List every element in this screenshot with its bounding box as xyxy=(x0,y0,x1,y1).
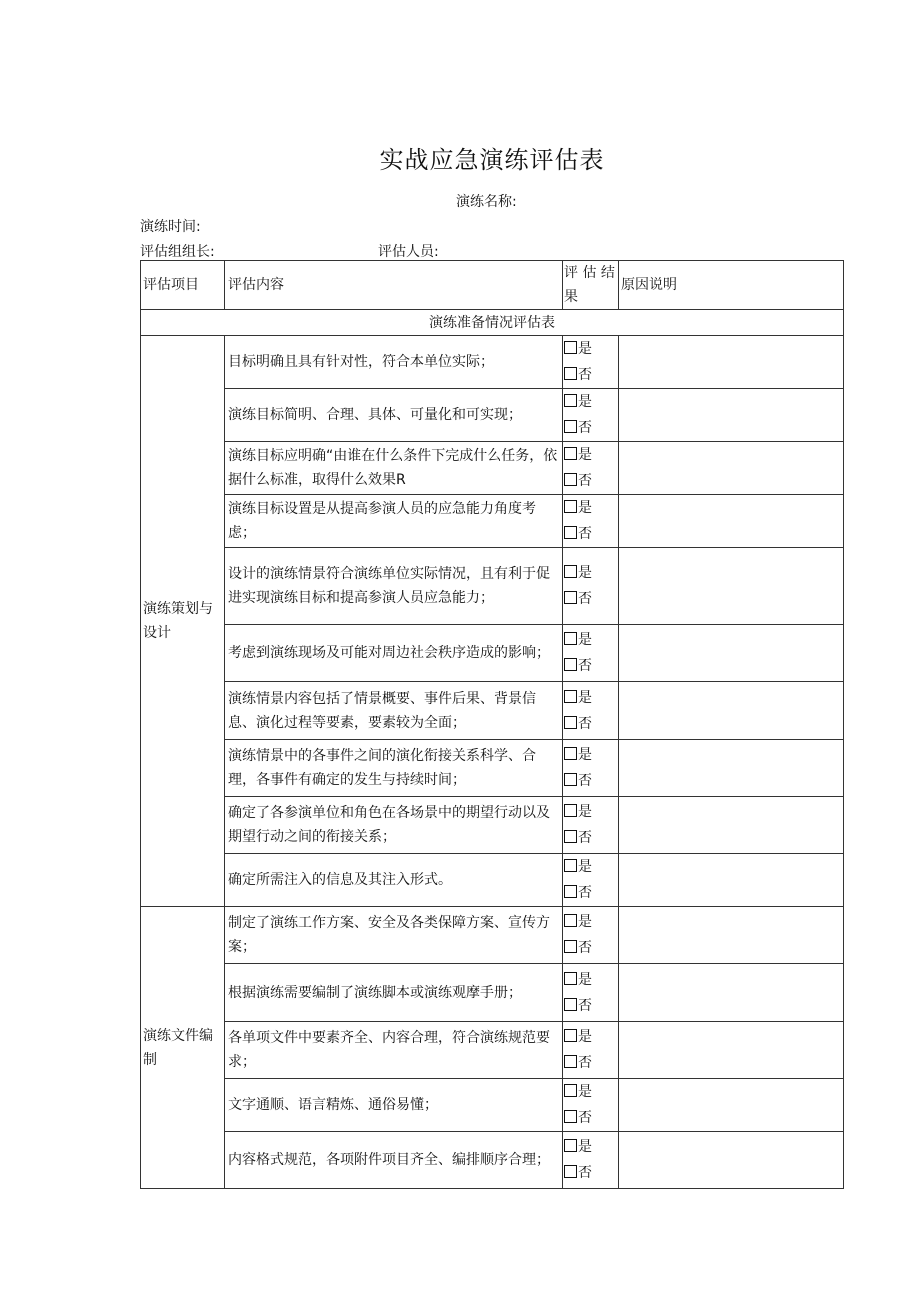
yes-checkbox[interactable] xyxy=(564,341,577,354)
table-row xyxy=(141,907,844,964)
table-row xyxy=(141,389,844,442)
reason-cell[interactable] xyxy=(619,964,844,1022)
yes-label: 是 xyxy=(578,1029,592,1045)
no-label: 否 xyxy=(578,367,592,383)
table-header-row xyxy=(141,261,844,310)
no-label: 否 xyxy=(578,526,592,542)
yes-label: 是 xyxy=(578,804,592,820)
no-checkbox[interactable] xyxy=(564,473,577,486)
yes-label: 是 xyxy=(578,447,592,463)
evaluation-content: 设计的演练情景符合演练单位实际情况，且有利于促进实现演练目标和提高参演人员应急能力； xyxy=(225,548,563,625)
evaluation-content: 各单项文件中要素齐全、内容合理，符合演练规范要求； xyxy=(225,1022,563,1079)
assessors-field: 评估人员: xyxy=(378,244,439,260)
yes-label: 是 xyxy=(578,500,592,516)
evaluation-content: 考虑到演练现场及可能对周边社会秩序造成的影响； xyxy=(225,625,563,682)
yes-checkbox[interactable] xyxy=(564,690,577,703)
table-row xyxy=(141,625,844,682)
header-reason: 原因说明 xyxy=(619,261,844,310)
result-cell xyxy=(563,389,619,442)
evaluation-content: 制定了演练工作方案、安全及各类保障方案、宣传方案； xyxy=(225,907,563,964)
no-checkbox[interactable] xyxy=(564,1110,577,1123)
yes-label: 是 xyxy=(578,565,592,581)
result-cell xyxy=(563,442,619,495)
yes-checkbox[interactable] xyxy=(564,859,577,872)
drill-time-field: 演练时间: xyxy=(140,219,201,235)
reason-cell[interactable] xyxy=(619,1132,844,1189)
yes-checkbox[interactable] xyxy=(564,1084,577,1097)
evaluation-content: 目标明确且具有针对性，符合本单位实际； xyxy=(225,336,563,389)
yes-checkbox[interactable] xyxy=(564,632,577,645)
header-content: 评估内容 xyxy=(225,261,563,310)
no-checkbox[interactable] xyxy=(564,940,577,953)
result-cell xyxy=(563,740,619,797)
table-row xyxy=(141,1022,844,1079)
result-cell xyxy=(563,625,619,682)
evaluation-table xyxy=(140,260,844,1189)
evaluation-content: 确定了各参演单位和角色在各场景中的期望行动以及期望行动之间的衔接关系； xyxy=(225,797,563,854)
yes-checkbox[interactable] xyxy=(564,747,577,760)
leader-field: 评估组组长: xyxy=(140,244,215,260)
no-checkbox[interactable] xyxy=(564,1165,577,1178)
reason-cell[interactable] xyxy=(619,336,844,389)
reason-cell[interactable] xyxy=(619,740,844,797)
reason-cell[interactable] xyxy=(619,625,844,682)
yes-label: 是 xyxy=(578,914,592,930)
no-label: 否 xyxy=(578,420,592,436)
result-cell xyxy=(563,495,619,548)
no-label: 否 xyxy=(578,1165,592,1181)
reason-cell[interactable] xyxy=(619,495,844,548)
result-cell xyxy=(563,854,619,907)
yes-label: 是 xyxy=(578,394,592,410)
no-label: 否 xyxy=(578,591,592,607)
no-checkbox[interactable] xyxy=(564,420,577,433)
yes-checkbox[interactable] xyxy=(564,914,577,927)
table-row xyxy=(141,740,844,797)
no-label: 否 xyxy=(578,940,592,956)
evaluation-content: 文字通顺、语言精炼、通俗易懂； xyxy=(225,1079,563,1132)
no-checkbox[interactable] xyxy=(564,998,577,1011)
result-cell xyxy=(563,907,619,964)
no-label: 否 xyxy=(578,773,592,789)
reason-cell[interactable] xyxy=(619,389,844,442)
no-label: 否 xyxy=(578,885,592,901)
result-cell xyxy=(563,964,619,1022)
yes-checkbox[interactable] xyxy=(564,804,577,817)
reason-cell[interactable] xyxy=(619,907,844,964)
table-row xyxy=(141,797,844,854)
table-row xyxy=(141,495,844,548)
no-checkbox[interactable] xyxy=(564,885,577,898)
evaluation-content: 演练情景内容包括了情景概要、事件后果、背景信息、演化过程等要素，要素较为全面； xyxy=(225,682,563,740)
yes-checkbox[interactable] xyxy=(564,447,577,460)
evaluation-item: 演练策划与设计 xyxy=(141,336,225,907)
reason-cell[interactable] xyxy=(619,442,844,495)
reason-cell[interactable] xyxy=(619,1022,844,1079)
no-label: 否 xyxy=(578,1055,592,1071)
no-checkbox[interactable] xyxy=(564,526,577,539)
yes-checkbox[interactable] xyxy=(564,972,577,985)
yes-checkbox[interactable] xyxy=(564,394,577,407)
evaluation-content: 内容格式规范，各项附件项目齐全、编排顺序合理； xyxy=(225,1132,563,1189)
yes-checkbox[interactable] xyxy=(564,565,577,578)
yes-label: 是 xyxy=(578,1139,592,1155)
table-row xyxy=(141,336,844,389)
result-cell xyxy=(563,1022,619,1079)
evaluation-content: 演练目标简明、合理、具体、可量化和可实现； xyxy=(225,389,563,442)
no-label: 否 xyxy=(578,715,592,732)
yes-label: 是 xyxy=(578,632,592,648)
result-cell xyxy=(563,1132,619,1189)
reason-cell[interactable] xyxy=(619,682,844,740)
table-row xyxy=(141,1132,844,1189)
yes-checkbox[interactable] xyxy=(564,1139,577,1152)
result-cell xyxy=(563,336,619,389)
evaluation-item: 演练文件编制 xyxy=(141,907,225,1189)
no-checkbox[interactable] xyxy=(564,658,577,671)
header-result: 评 估 结 果 xyxy=(563,261,619,310)
table-row xyxy=(141,548,844,625)
result-cell xyxy=(563,1079,619,1132)
yes-label: 是 xyxy=(578,689,592,706)
yes-checkbox[interactable] xyxy=(564,500,577,513)
reason-cell[interactable] xyxy=(619,797,844,854)
yes-label: 是 xyxy=(578,859,592,875)
evaluation-content: 确定所需注入的信息及其注入形式。 xyxy=(225,854,563,907)
no-checkbox[interactable] xyxy=(564,773,577,786)
no-checkbox[interactable] xyxy=(564,716,577,729)
table-row xyxy=(141,442,844,495)
yes-label: 是 xyxy=(578,341,592,357)
yes-label: 是 xyxy=(578,1084,592,1100)
result-cell xyxy=(563,797,619,854)
table-row xyxy=(141,964,844,1022)
no-label: 否 xyxy=(578,830,592,846)
table-row xyxy=(141,1079,844,1132)
page-title: 实战应急演练评估表 xyxy=(379,146,605,174)
result-cell xyxy=(563,682,619,740)
reason-cell[interactable] xyxy=(619,548,844,625)
no-label: 否 xyxy=(578,997,592,1014)
no-checkbox[interactable] xyxy=(564,1055,577,1068)
no-label: 否 xyxy=(578,658,592,674)
yes-label: 是 xyxy=(578,747,592,763)
section-title: 演练准备情况评估表 xyxy=(141,310,844,336)
no-checkbox[interactable] xyxy=(564,591,577,604)
no-label: 否 xyxy=(578,473,592,489)
drill-name-field: 演练名称: xyxy=(456,194,517,210)
yes-label: 是 xyxy=(578,971,592,988)
no-checkbox[interactable] xyxy=(564,830,577,843)
evaluation-content: 根据演练需要编制了演练脚本或演练观摩手册； xyxy=(225,964,563,1022)
yes-checkbox[interactable] xyxy=(564,1029,577,1042)
reason-cell[interactable] xyxy=(619,1079,844,1132)
evaluation-content: 演练目标应明确“由谁在什么条件下完成什么任务，依据什么标准，取得什么效果R xyxy=(225,442,563,495)
no-label: 否 xyxy=(578,1110,592,1126)
header-item: 评估项目 xyxy=(141,261,225,310)
result-cell xyxy=(563,548,619,625)
reason-cell[interactable] xyxy=(619,854,844,907)
evaluation-content: 演练目标设置是从提高参演人员的应急能力角度考虑； xyxy=(225,495,563,548)
evaluation-content: 演练情景中的各事件之间的演化衔接关系科学、合理，各事件有确定的发生与持续时间； xyxy=(225,740,563,797)
table-row xyxy=(141,682,844,740)
table-row xyxy=(141,854,844,907)
no-checkbox[interactable] xyxy=(564,367,577,380)
